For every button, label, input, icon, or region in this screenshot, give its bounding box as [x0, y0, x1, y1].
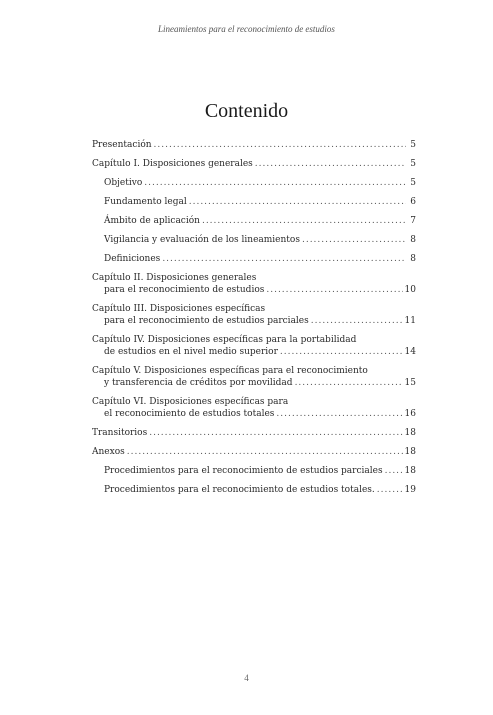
toc-entry-capitulo-6[interactable]: [92, 396, 416, 420]
toc-entry-label-continued: el reconocimiento de estudios totales: [104, 409, 275, 419]
running-header: Lineamientos para el reconocimiento de estudios: [158, 24, 335, 34]
toc-entry-label-continued: y transferencia de créditos por movilidad: [104, 378, 293, 388]
toc-entry-capitulo-4[interactable]: [92, 334, 416, 358]
toc-entry-anexos[interactable]: [92, 446, 416, 458]
toc-entry-page: 8: [410, 254, 416, 264]
toc-entry-page: 18: [404, 428, 416, 438]
toc-entry-label-continued: de estudios en el nivel medio superior: [104, 347, 278, 357]
dot-leader: [311, 315, 403, 327]
toc-entry-page: 5: [410, 159, 416, 169]
toc-entry-label: Capítulo VI. Disposiciones específicas para: [92, 397, 289, 407]
toc-entry-page: 5: [410, 178, 416, 188]
page-number: 4: [244, 673, 249, 683]
dot-leader: [385, 465, 403, 477]
toc-entry-label-continued: para el reconocimiento de estudios parciales: [104, 316, 309, 326]
toc-entry-page: 14: [404, 347, 416, 357]
toc-entry-vigilancia[interactable]: [92, 234, 416, 246]
toc-entry-page: 5: [410, 140, 416, 150]
toc-entry-procedimientos-totales[interactable]: [92, 484, 416, 496]
toc-entry-transitorios[interactable]: [92, 427, 416, 439]
toc-entry-page: 6: [410, 197, 416, 207]
dot-leader: [266, 284, 402, 296]
toc-entry-page: 8: [410, 235, 416, 245]
dot-leader: [255, 158, 406, 170]
dot-leader: [295, 377, 403, 389]
toc-entry-ambito[interactable]: [92, 215, 416, 227]
toc-entry-label: Objetivo: [104, 178, 143, 188]
toc-entry-label: Presentación: [92, 140, 152, 150]
toc-entry-fundamento-legal[interactable]: [92, 196, 416, 208]
toc-entry-label: Capítulo I. Disposiciones generales: [92, 159, 253, 169]
dot-leader: [280, 346, 403, 358]
toc-entry-label: Procedimientos para el reconocimiento de estudios totales.: [104, 485, 375, 495]
toc-entry-label: Capítulo IV. Disposiciones específicas para la portabilidad: [92, 335, 357, 345]
toc-entry-label: Transitorios: [92, 428, 148, 438]
toc-entry-procedimientos-parciales[interactable]: [92, 465, 416, 477]
toc-entry-definiciones[interactable]: [92, 253, 416, 265]
page-title: Contenido: [204, 100, 289, 122]
dot-leader: [149, 427, 402, 439]
toc-entry-label: Capítulo V. Disposiciones específicas para el reconocimiento: [92, 366, 368, 376]
dot-leader: [162, 253, 406, 265]
toc-entry-label: Anexos: [92, 447, 125, 457]
toc-entry-capitulo-2[interactable]: [92, 272, 416, 296]
toc-entry-label-continued: para el reconocimiento de estudios: [104, 285, 265, 295]
toc-entry-page: 19: [404, 485, 416, 495]
toc-entry-label: Capítulo II. Disposiciones generales: [92, 273, 257, 283]
toc-entry-page: 11: [404, 316, 416, 326]
dot-leader: [189, 196, 406, 208]
dot-leader: [154, 139, 406, 151]
table-of-contents: [92, 139, 416, 503]
dot-leader: [377, 484, 403, 496]
dot-leader: [202, 215, 406, 227]
toc-entry-objetivo[interactable]: [92, 177, 416, 189]
toc-entry-page: 7: [410, 216, 416, 226]
toc-entry-label: Vigilancia y evaluación de los lineamientos: [104, 235, 300, 245]
toc-entry-page: 10: [404, 285, 416, 295]
toc-entry-label: Procedimientos para el reconocimiento de estudios parciales: [104, 466, 383, 476]
toc-entry-page: 16: [404, 409, 416, 419]
toc-entry-capitulo-5[interactable]: [92, 365, 416, 389]
dot-leader: [276, 408, 402, 420]
toc-entry-capitulo-1[interactable]: [92, 158, 416, 170]
toc-entry-page: 18: [404, 466, 416, 476]
toc-entry-capitulo-3[interactable]: [92, 303, 416, 327]
toc-entry-label: Ámbito de aplicación: [104, 216, 200, 226]
toc-entry-label: Definiciones: [104, 254, 161, 264]
toc-entry-presentacion[interactable]: [92, 139, 416, 151]
toc-entry-label: Capítulo III. Disposiciones específicas: [92, 304, 266, 314]
toc-entry-page: 18: [404, 447, 416, 457]
dot-leader: [144, 177, 406, 189]
toc-entry-page: 15: [404, 378, 416, 388]
dot-leader: [302, 234, 406, 246]
dot-leader: [127, 446, 403, 458]
toc-entry-label: Fundamento legal: [104, 197, 187, 207]
